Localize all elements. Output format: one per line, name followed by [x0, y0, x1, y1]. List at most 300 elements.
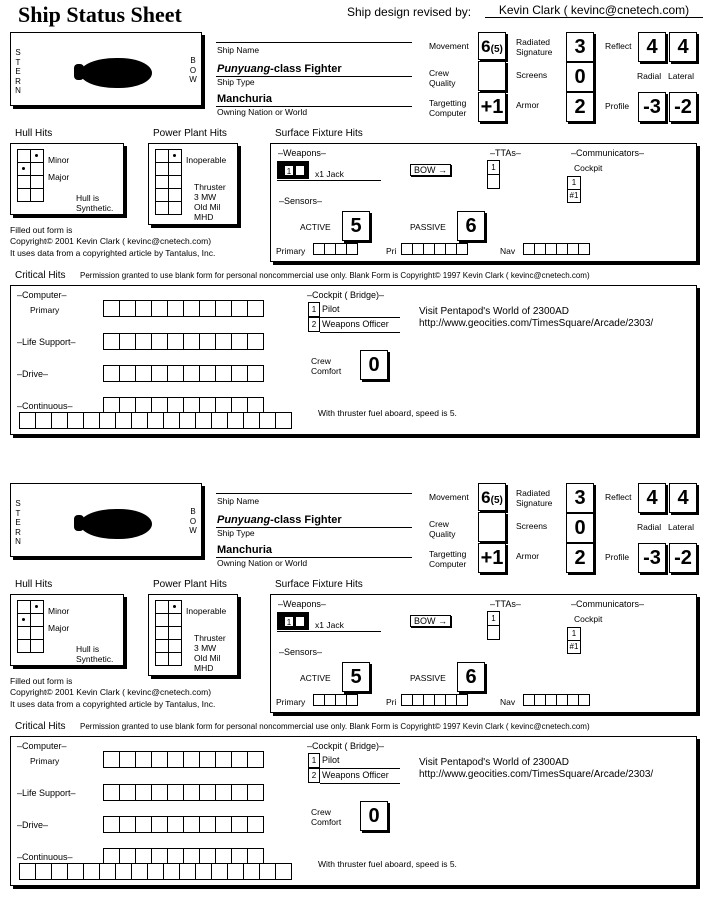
power-cell[interactable]: [155, 175, 169, 189]
hit-box[interactable]: [135, 365, 152, 382]
tta-hit[interactable]: [487, 625, 500, 640]
computer-primary-label: Primary: [30, 756, 60, 766]
primary-sensor-label: Primary: [276, 246, 306, 256]
power-cell[interactable]: [168, 162, 182, 176]
hit-box[interactable]: [215, 751, 232, 768]
thruster-speed-note: With thruster fuel aboard, speed is 5.: [318, 408, 457, 418]
hull-hit-grid: [18, 601, 44, 653]
hit-box[interactable]: [199, 300, 216, 317]
pri-sensor-grid: [402, 244, 468, 255]
passive-value: 6: [457, 662, 485, 692]
hit-box[interactable]: [215, 784, 232, 801]
hit-box[interactable]: [456, 694, 468, 706]
weapons-officer-number: 2: [308, 768, 320, 783]
hit-box[interactable]: [19, 863, 36, 880]
power-plant-title: Power Plant Hits: [153, 579, 227, 590]
movement-label: Movement: [429, 41, 469, 51]
hit-box[interactable]: [35, 412, 52, 429]
armor-label: Armor: [516, 100, 540, 110]
hit-box[interactable]: [211, 863, 228, 880]
hit-box[interactable]: [259, 412, 276, 429]
comm-cockpit-label: Cockpit: [574, 614, 603, 624]
movement-value: 6(5): [478, 32, 506, 60]
active-value: 5: [342, 662, 370, 692]
primary-sensor-grid: [314, 695, 358, 706]
weapon-jack-hit[interactable]: [295, 616, 305, 627]
hit-box[interactable]: [135, 816, 152, 833]
screens-label: Screens: [516, 70, 548, 80]
hit-box[interactable]: [231, 751, 248, 768]
nav-sensor-grid: [524, 695, 590, 706]
hit-box[interactable]: [215, 333, 232, 350]
hit-box[interactable]: [51, 863, 68, 880]
hull-minor-label: Minor: [48, 155, 70, 165]
continuous-grid-bottom: [20, 864, 292, 880]
hit-box[interactable]: [35, 863, 52, 880]
hull-cell[interactable]: [30, 639, 44, 653]
hit-box[interactable]: [227, 412, 244, 429]
ship-type-label: Ship Type: [217, 77, 255, 87]
hit-box[interactable]: [103, 751, 120, 768]
hit-box[interactable]: [131, 412, 148, 429]
hit-box[interactable]: [183, 784, 200, 801]
crew-comfort-label: Crew Comfort: [311, 356, 342, 376]
filled-note: Filled out form is: [10, 676, 73, 686]
hit-box[interactable]: [227, 863, 244, 880]
hit-box[interactable]: [199, 751, 216, 768]
hit-box[interactable]: [67, 863, 84, 880]
hit-box[interactable]: [99, 412, 116, 429]
crew-quality-label: Crew Quality: [429, 68, 456, 88]
profile-radial-value: -3: [638, 543, 666, 573]
communicators-header: –Communicators–: [571, 599, 645, 609]
hit-box[interactable]: [119, 816, 136, 833]
hit-box[interactable]: [247, 365, 264, 382]
ttas-header: –TTAs–: [490, 599, 521, 609]
crew-comfort-value: 0: [360, 801, 388, 831]
hit-box[interactable]: [183, 365, 200, 382]
hit-box[interactable]: [247, 333, 264, 350]
hit-box[interactable]: [115, 412, 132, 429]
cockpit-bridge-header: –Cockpit ( Bridge)–: [307, 741, 385, 751]
targetting-label: Targetting Computer: [429, 549, 467, 569]
ship-type: Punyuang-class Fighter: [217, 63, 342, 75]
tantalus-note: It uses data from a copyrighted article by Tantalus, Inc.: [10, 248, 216, 258]
reflect-radial-value: 4: [638, 483, 666, 513]
power-cell[interactable]: [155, 613, 169, 627]
jack-line: [277, 180, 381, 181]
hit-box[interactable]: [231, 784, 248, 801]
lateral-label: Lateral: [668, 522, 694, 532]
weapons-header: –Weapons–: [278, 599, 326, 609]
life-support-grid: [104, 785, 264, 801]
hit-box[interactable]: [103, 365, 120, 382]
hit-box[interactable]: [163, 412, 180, 429]
hull-cell[interactable]: [30, 162, 44, 176]
communicators-header: –Communicators–: [571, 148, 645, 158]
hit-box[interactable]: [103, 784, 120, 801]
hit-box[interactable]: [103, 333, 120, 350]
geocities-url[interactable]: http://www.geocities.com/TimesSquare/Arcade/2303/: [419, 769, 654, 780]
hull-major-label: Major: [48, 172, 70, 182]
hull-cell[interactable]: [17, 613, 31, 627]
power-cell[interactable]: [168, 652, 182, 666]
hit-box[interactable]: [199, 816, 216, 833]
crew-quality-value: [478, 61, 506, 91]
passive-value: 6: [457, 211, 485, 241]
weapons-officer-number: 2: [308, 317, 320, 332]
hit-box[interactable]: [147, 412, 164, 429]
pri-sensor-label: Pri: [386, 246, 397, 256]
hit-box[interactable]: [215, 816, 232, 833]
tantalus-note: It uses data from a copyrighted article by Tantalus, Inc.: [10, 699, 216, 709]
computer-primary-grid: [104, 301, 264, 317]
targetting-label: Targetting Computer: [429, 98, 467, 118]
stern-label: S T E R N: [15, 48, 21, 95]
hit-box[interactable]: [51, 412, 68, 429]
hit-box[interactable]: [346, 243, 358, 255]
radial-label: Radial: [637, 522, 662, 532]
drive-header: –Drive–: [17, 820, 49, 830]
hull-cell[interactable]: [30, 613, 44, 627]
jack-label: x1 Jack: [315, 620, 344, 630]
tta-number: 1: [487, 160, 500, 175]
hit-box[interactable]: [19, 412, 36, 429]
hit-box[interactable]: [346, 694, 358, 706]
bow-arc-button[interactable]: BOW →: [410, 164, 451, 176]
hit-box[interactable]: [163, 863, 180, 880]
hit-box[interactable]: [103, 816, 120, 833]
owning-nation-label: Owning Nation or World: [217, 107, 308, 117]
crew-comfort-label: Crew Comfort: [311, 807, 342, 827]
hull-cell[interactable]: [30, 600, 44, 614]
movement-value: 6(5): [478, 483, 506, 511]
hit-box[interactable]: [167, 365, 184, 382]
active-label: ACTIVE: [300, 673, 331, 683]
power-cell[interactable]: [155, 162, 169, 176]
profile-lateral-value: -2: [669, 92, 697, 122]
profile-label: Profile: [605, 101, 630, 111]
stern-label: S T E R N: [15, 499, 21, 546]
active-value: 5: [342, 211, 370, 241]
inoperable-label: Inoperable: [186, 606, 227, 616]
weapon-jack-hit[interactable]: [295, 165, 305, 176]
hit-box[interactable]: [131, 863, 148, 880]
hit-box[interactable]: [167, 784, 184, 801]
hit-box[interactable]: [135, 333, 152, 350]
hit-box[interactable]: [135, 300, 152, 317]
hit-box[interactable]: [179, 863, 196, 880]
profile-label: Profile: [605, 552, 630, 562]
hit-box[interactable]: [151, 816, 168, 833]
weapon-jack-number: 1: [284, 165, 294, 176]
hull-cell[interactable]: [30, 149, 44, 163]
radiated-value: 3: [566, 483, 594, 513]
hit-box[interactable]: [151, 333, 168, 350]
power-cell[interactable]: [168, 201, 182, 215]
primary-sensor-label: Primary: [276, 697, 306, 707]
power-plant-grid: [156, 150, 182, 215]
hit-box[interactable]: [119, 333, 136, 350]
power-cell[interactable]: [168, 600, 182, 614]
hit-box[interactable]: [247, 300, 264, 317]
radial-label: Radial: [637, 71, 662, 81]
movement-label: Movement: [429, 492, 469, 502]
hit-box[interactable]: [195, 412, 212, 429]
hull-cell[interactable]: [30, 626, 44, 640]
drive-grid: [104, 817, 264, 833]
pri-sensor-grid: [402, 695, 468, 706]
hit-box[interactable]: [183, 300, 200, 317]
lateral-label: Lateral: [668, 71, 694, 81]
hull-hits-title: Hull Hits: [15, 579, 53, 590]
hit-box[interactable]: [151, 784, 168, 801]
cockpit-crew-list: [309, 754, 400, 784]
pilot-number: 1: [308, 753, 320, 768]
hull-minor-label: Minor: [48, 606, 70, 616]
weapon-jack-number: 1: [284, 616, 294, 627]
hit-box[interactable]: [195, 863, 212, 880]
critical-hits-title: Critical Hits: [15, 270, 66, 281]
hit-box[interactable]: [83, 863, 100, 880]
computer-primary-label: Primary: [30, 305, 60, 315]
ship-status-section: [0, 451, 720, 896]
critical-hits-title: Critical Hits: [15, 721, 66, 732]
profile-radial-value: -3: [638, 92, 666, 122]
crew-comfort-value: 0: [360, 350, 388, 380]
power-cell[interactable]: [155, 600, 169, 614]
hit-box[interactable]: [211, 412, 228, 429]
weapons-header: –Weapons–: [278, 148, 326, 158]
bow-arc-button[interactable]: BOW →: [410, 615, 451, 627]
screens-label: Screens: [516, 521, 548, 531]
active-label: ACTIVE: [300, 222, 331, 232]
hull-cell[interactable]: [17, 639, 31, 653]
hit-box[interactable]: [199, 784, 216, 801]
permission-note: Permission granted to use blank form for personal noncommercial use only. Blank Form is Copyright© 1997 Kevin Clark ( kevinc@cnetech.com): [80, 722, 590, 731]
owning-nation: Manchuria: [217, 93, 273, 105]
weapon-jack-marker: [277, 161, 309, 179]
hull-cell[interactable]: [17, 600, 31, 614]
power-cell[interactable]: [155, 639, 169, 653]
hit-box[interactable]: [247, 784, 264, 801]
passive-label: PASSIVE: [410, 673, 446, 683]
hit-box[interactable]: [275, 412, 292, 429]
comm-number: 1: [567, 176, 581, 190]
power-plant-title: Power Plant Hits: [153, 128, 227, 139]
hit-box[interactable]: [115, 863, 132, 880]
power-cell[interactable]: [155, 201, 169, 215]
owning-nation-label: Owning Nation or World: [217, 558, 308, 568]
nav-sensor-label: Nav: [500, 246, 516, 256]
comm-grid: [568, 628, 581, 654]
hit-box[interactable]: [231, 333, 248, 350]
oldmil-label: Old Mil: [194, 653, 221, 663]
hit-box[interactable]: [199, 365, 216, 382]
armor-label: Armor: [516, 551, 540, 561]
sensors-header: –Sensors–: [279, 647, 323, 657]
pilot-number: 1: [308, 302, 320, 317]
power-cell[interactable]: [168, 175, 182, 189]
hit-box[interactable]: [119, 300, 136, 317]
hit-box[interactable]: [456, 243, 468, 255]
ship-silhouette-icon: [80, 58, 152, 88]
power-cell[interactable]: [168, 149, 182, 163]
hull-cell[interactable]: [17, 162, 31, 176]
hit-box[interactable]: [135, 751, 152, 768]
hit-box[interactable]: [67, 412, 84, 429]
hit-box[interactable]: [119, 365, 136, 382]
sensors-header: –Sensors–: [279, 196, 323, 206]
hit-box[interactable]: [247, 751, 264, 768]
hull-hit-grid: [18, 150, 44, 202]
copyright-note: Copyright© 2001 Kevin Clark ( kevinc@cnetech.com): [10, 687, 212, 697]
hit-box[interactable]: [231, 365, 248, 382]
radiated-value: 3: [566, 32, 594, 62]
mw-label: 3 MW: [194, 643, 217, 653]
hit-box[interactable]: [183, 751, 200, 768]
pilot-label: Pilot: [320, 753, 400, 769]
jack-line: [277, 631, 381, 632]
drive-header: –Drive–: [17, 369, 49, 379]
page-title: Ship Status Sheet: [18, 2, 182, 27]
targetting-value: +1: [478, 92, 506, 122]
life-support-header: –Life Support–: [17, 337, 76, 347]
weapon-jack-marker: [277, 612, 309, 630]
thruster-label: Thruster: [194, 182, 226, 192]
owning-nation: Manchuria: [217, 544, 273, 556]
hit-box[interactable]: [83, 412, 100, 429]
visit-note: Visit Pentapod's World of 2300AD: [419, 757, 569, 768]
continuous-header: –Continuous–: [17, 401, 73, 411]
crew-quality-label: Crew Quality: [429, 519, 456, 539]
ship-name-line: [216, 42, 412, 43]
hit-box[interactable]: [243, 863, 260, 880]
pri-sensor-label: Pri: [386, 697, 397, 707]
hit-box[interactable]: [119, 784, 136, 801]
hull-cell[interactable]: [17, 149, 31, 163]
comm-hit[interactable]: #1: [567, 189, 581, 203]
power-cell[interactable]: [155, 652, 169, 666]
visit-note: Visit Pentapod's World of 2300AD: [419, 306, 569, 317]
jack-label: x1 Jack: [315, 169, 344, 179]
continuous-grid-bottom: [20, 413, 292, 429]
hit-box[interactable]: [135, 784, 152, 801]
hit-box[interactable]: [119, 751, 136, 768]
hit-box[interactable]: [215, 300, 232, 317]
passive-label: PASSIVE: [410, 222, 446, 232]
radiated-label: Radiated Signature: [516, 37, 553, 57]
hit-box[interactable]: [231, 816, 248, 833]
power-cell[interactable]: [155, 626, 169, 640]
pilot-label: Pilot: [320, 302, 400, 318]
hull-cell[interactable]: [17, 626, 31, 640]
weapons-officer-label: Weapons Officer: [320, 317, 400, 333]
filled-note: Filled out form is: [10, 225, 73, 235]
hit-box[interactable]: [578, 243, 590, 255]
armor-value: 2: [566, 92, 594, 122]
hull-cell[interactable]: [30, 188, 44, 202]
ship-name-line: [216, 493, 412, 494]
hit-box[interactable]: [179, 412, 196, 429]
hit-box[interactable]: [167, 300, 184, 317]
computer-header: –Computer–: [17, 741, 67, 751]
computer-primary-grid: [104, 752, 264, 768]
comm-hit[interactable]: #1: [567, 640, 581, 654]
primary-sensor-grid: [314, 244, 358, 255]
hit-box[interactable]: [103, 300, 120, 317]
hit-box[interactable]: [275, 863, 292, 880]
ship-name-label: Ship Name: [217, 45, 260, 55]
hull-cell[interactable]: [17, 175, 31, 189]
bow-label: B O W: [189, 507, 197, 535]
revised-label: Ship design revised by:: [347, 5, 472, 19]
hit-box[interactable]: [151, 365, 168, 382]
life-support-grid: [104, 334, 264, 350]
hit-box[interactable]: [151, 300, 168, 317]
comm-grid: [568, 177, 581, 203]
power-cell[interactable]: [168, 639, 182, 653]
hit-box[interactable]: [215, 365, 232, 382]
power-cell[interactable]: [155, 188, 169, 202]
hit-box[interactable]: [167, 333, 184, 350]
copyright-note: Copyright© 2001 Kevin Clark ( kevinc@cnetech.com): [10, 236, 212, 246]
ship-name-label: Ship Name: [217, 496, 260, 506]
armor-value: 2: [566, 543, 594, 573]
hull-synthetic-label: Hull is Synthetic.: [76, 644, 114, 664]
hit-box[interactable]: [259, 863, 276, 880]
hit-box[interactable]: [167, 751, 184, 768]
hit-box[interactable]: [151, 751, 168, 768]
tta-hit[interactable]: [487, 174, 500, 189]
hull-cell[interactable]: [30, 175, 44, 189]
ship-status-section: [0, 0, 720, 445]
hit-box[interactable]: [99, 863, 116, 880]
hull-synthetic-label: Hull is Synthetic.: [76, 193, 114, 213]
power-cell[interactable]: [168, 626, 182, 640]
power-cell[interactable]: [155, 149, 169, 163]
revised-by: Kevin Clark ( kevinc@cnetech.com): [485, 3, 703, 18]
permission-note: Permission granted to use blank form for personal noncommercial use only. Blank Form is Copyright© 1997 Kevin Clark ( kevinc@cnetech.com): [80, 271, 590, 280]
hit-box[interactable]: [183, 333, 200, 350]
power-cell[interactable]: [168, 613, 182, 627]
comm-number: 1: [567, 627, 581, 641]
power-cell[interactable]: [168, 188, 182, 202]
geocities-url[interactable]: http://www.geocities.com/TimesSquare/Arcade/2303/: [419, 318, 654, 329]
thruster-label: Thruster: [194, 633, 226, 643]
hit-box[interactable]: [578, 694, 590, 706]
drive-grid: [104, 366, 264, 382]
reflect-label: Reflect: [605, 492, 632, 502]
hit-box[interactable]: [243, 412, 260, 429]
ship-type-label: Ship Type: [217, 528, 255, 538]
hit-box[interactable]: [147, 863, 164, 880]
hit-box[interactable]: [167, 816, 184, 833]
tta-number: 1: [487, 611, 500, 626]
inoperable-label: Inoperable: [186, 155, 227, 165]
hit-box[interactable]: [183, 816, 200, 833]
hull-cell[interactable]: [17, 188, 31, 202]
hit-box[interactable]: [231, 300, 248, 317]
reflect-label: Reflect: [605, 41, 632, 51]
computer-header: –Computer–: [17, 290, 67, 300]
thruster-speed-note: With thruster fuel aboard, speed is 5.: [318, 859, 457, 869]
hit-box[interactable]: [199, 333, 216, 350]
mhd-label: MHD: [194, 663, 214, 673]
profile-lateral-value: -2: [669, 543, 697, 573]
reflect-lateral-value: 4: [669, 32, 697, 62]
hit-box[interactable]: [247, 816, 264, 833]
